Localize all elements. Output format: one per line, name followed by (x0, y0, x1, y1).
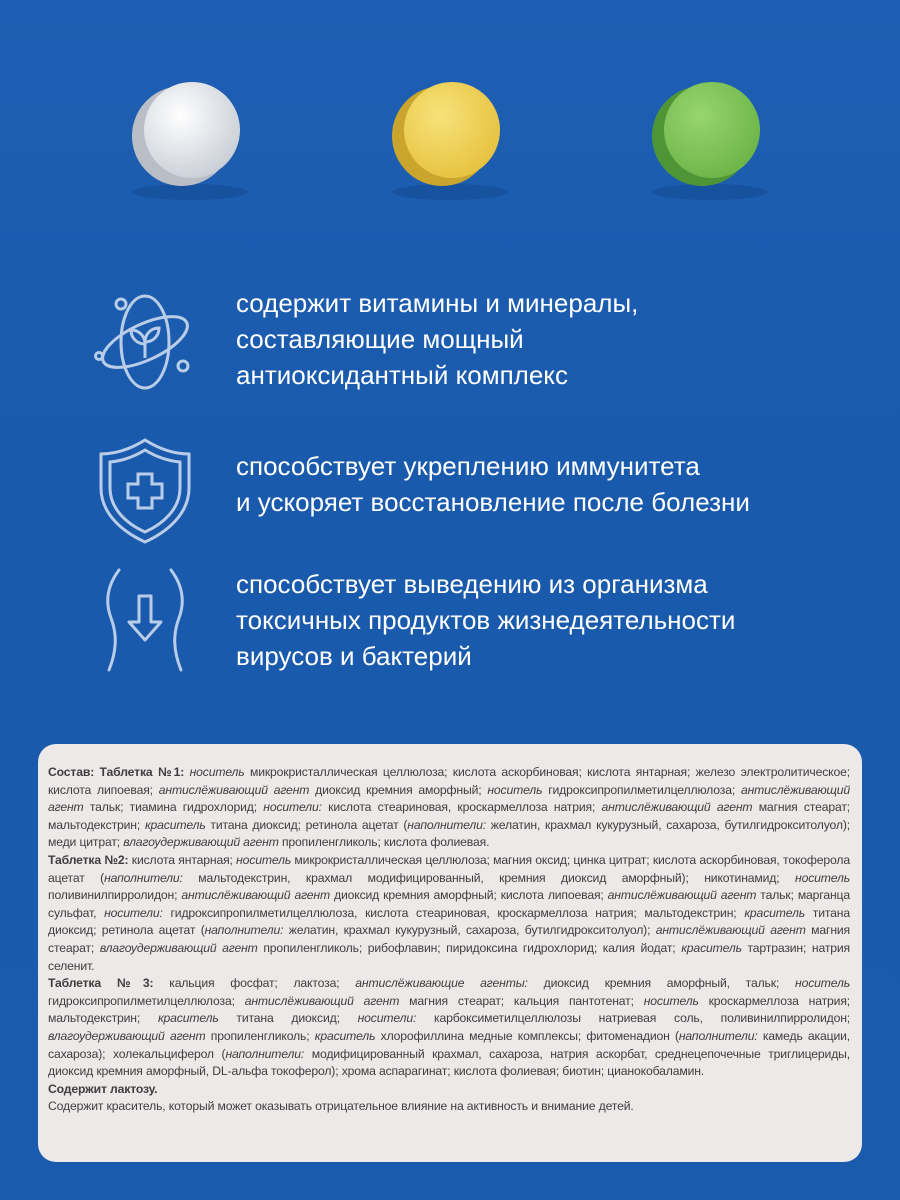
composition-role: антислёживающий агент (158, 782, 310, 797)
colorant-warning: Содержит краситель, который может оказывать отрицательное влияние на активность и внимание детей. (48, 1099, 634, 1114)
composition-role: краситель (314, 1028, 376, 1043)
composition-role: краситель (144, 817, 206, 832)
composition-role: носитель (795, 870, 850, 885)
composition-role: носитель (795, 976, 850, 991)
composition-role: влагоудерживающий агент (48, 1028, 206, 1043)
feature-line: вирусов и бактерий (236, 641, 472, 671)
composition-role: носители: (263, 800, 322, 815)
white-tablet (100, 70, 270, 210)
lactose-notice (48, 1081, 850, 1099)
composition-panel (38, 744, 862, 1162)
composition-role: носители: (357, 1011, 417, 1026)
composition-role: носители: (104, 905, 163, 920)
feature-line: составляющие мощный (236, 324, 524, 354)
feature-line: содержит витамины и минералы, (236, 288, 639, 318)
composition-role: носитель (487, 782, 543, 797)
composition-text: кислота янтарная; носитель микрокристаллическая целлюлоза; магния оксид; цинка цитрат; кислота аскорбиновая, токоферола ацетат (наполнители: мальтодекстрин, крахмал модифицированный, кремния диоксид аморфный); никотинамид; носитель поливинилпирролидон; антислёживающий агент диоксид кремния аморфный; кислота липоевая; антислёживающий агент тальк; марганца сульфат, носители: гидроксипропилметилцеллюлоза, кислота стеариновая, кроскармеллоза натрия; мальтодекстрин; краситель титана диоксид; ретинола ацетат (наполнители: желатин, крахмал кукурузный, сахароза, бутилгидрокситолуол); антислёживающий агент магния стеарат; влагоудерживающий агент пропиленгликоль; рибофлавин; пиридоксина гидрохлорид; калия йодат; краситель тартразин; натрия селенит. (48, 852, 851, 973)
composition-role: носитель (643, 993, 699, 1008)
composition-role: антислёживающий агент (181, 888, 330, 903)
yellow-tablet (360, 70, 530, 210)
lactose-text: Содержит лактозу. (48, 1081, 158, 1096)
feature-line: способствует выведению из организма (236, 569, 708, 599)
composition-role: наполнители: (104, 870, 183, 885)
green-tablet (620, 70, 790, 210)
composition-heading: Состав: Таблетка №1: (48, 765, 185, 779)
tablet-3-heading: Таблетка №3: (48, 976, 154, 991)
composition-role: влагоудерживающий агент (99, 940, 258, 955)
feature-line: и ускоряет восстановление после болезни (236, 487, 750, 517)
composition-role: антислёживающие агенты: (355, 976, 528, 991)
feature-text (236, 566, 876, 674)
composition-role: наполнители: (204, 923, 284, 938)
composition-role: краситель (681, 940, 742, 955)
composition-role: влагоудерживающий агент (123, 835, 279, 850)
feature-line: токсичных продуктов жизнедеятельности (236, 605, 736, 635)
composition-role: антислёживающий агент (601, 800, 753, 815)
body-detox-icon (85, 560, 205, 680)
feature-line: антиоксидантный комплекс (236, 360, 568, 390)
feature-text (236, 448, 876, 520)
composition-role: антислёживающий агент (655, 923, 806, 938)
composition-role: краситель (157, 1011, 219, 1026)
tablet-3-composition (48, 975, 850, 1081)
feature-line: способствует укреплению иммунитета (236, 451, 700, 481)
composition-role: краситель (744, 905, 805, 920)
tablet-1-composition (48, 764, 850, 852)
composition-role: антислёживающий агент (244, 993, 400, 1008)
shield-cross-icon (85, 430, 205, 550)
composition-role: наполнители: (678, 1028, 758, 1043)
leaf-orbit-icon (85, 282, 205, 402)
tablet-2-heading: Таблетка №2: (48, 852, 129, 867)
composition-text: носитель микрокристаллическая целлюлоза; кислота аскорбиновая; кислота янтарная; железо электролитическое; кислота липоевая; антислёживающий агент диоксид кремния аморфный; носитель гидроксипропилметилцеллюлоза; антислёживающий агент тальк; тиамина гидрохлорид; носители: кислота стеариновая, кроскармеллоза натрия; антислёживающий агент магния стеарат; мальтодекстрин; краситель титана диоксид; ретинола ацетат (наполнители: желатин, крахмал кукурузный, сахароза, бутилгидрокситолуол); меди цитрат; влагоудерживающий агент пропиленгликоль; кислота фолиевая. (48, 765, 851, 850)
composition-role: носитель (189, 765, 245, 779)
tablet-2-composition (48, 852, 850, 975)
composition-role: антислёживающий агент (607, 888, 757, 903)
feature-text (236, 285, 876, 393)
composition-role: антислёживающий агент (48, 782, 850, 815)
composition-role: носитель (236, 852, 292, 867)
composition-text: кальция фосфат; лактоза; антислёживающие агенты: диоксид кремния аморфный, тальк; носитель гидроксипропилметилцеллюлоза; антислёживающий агент магния стеарат; кальция пантотенат; носитель кроскармеллоза натрия; мальтодекстрин; краситель титана диоксид; носители: карбоксиметилцеллюлозы натриевая соль, поливинилпирролидон; влагоудерживающий агент пропиленгликоль; краситель хлорофиллина медные комплексы; фитоменадион (наполнители: камедь акации, сахароза); холекальциферол (наполнители: модифицированный крахмал, сахароза, натрия аскорбат, среднецепочечные триглицериды, диоксид кремния аморфный, DL-альфа токоферол); хрома аспарагинат; кислота фолиевая; биотин; цианокобаламин. (48, 976, 851, 1079)
composition-role: наполнители: (407, 817, 486, 832)
composition-role: наполнители: (225, 1046, 305, 1061)
